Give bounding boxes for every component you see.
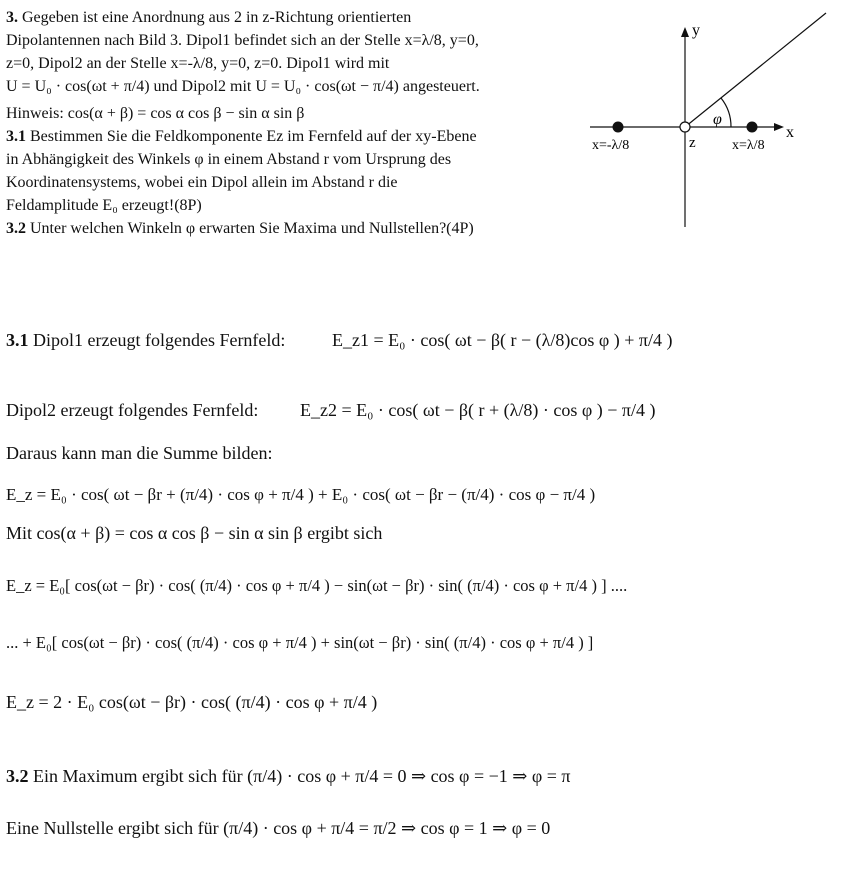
q31-line-3: Koordinatensystems, wobei ein Dipol allein im Abstand r die: [6, 174, 398, 191]
dipole-figure: [580, 5, 840, 230]
y-axis-arrow-icon: [681, 27, 689, 37]
angle-arc: [721, 98, 731, 127]
problem-line-1: 3. Gegeben ist eine Anordnung aus 2 in z-Richtung orientierten: [6, 9, 412, 26]
nullstelle-row: Eine Nullstelle ergibt sich für (π/4) · cos φ + π/4 = π/2 ⇒ cos φ = 1 ⇒ φ = 0: [6, 818, 551, 838]
q31-line-4: Feldamplitude E₀ erzeugt!(8P): [6, 197, 202, 214]
q31-line-2: in Abhängigkeit des Winkels φ in einem Abstand r vom Ursprung des: [6, 151, 452, 168]
solution-dipol1-row: 3.1 Dipol1 erzeugt folgendes Fernfeld:: [6, 330, 286, 350]
dipole-1-label: x=λ/8: [732, 138, 765, 153]
dipole-1-dot: [747, 122, 758, 133]
angle-label: φ: [713, 111, 722, 128]
problem-line-4: U = U₀ · cos(ωt + π/4) und Dipol2 mit U = U₀ · cos(ωt − π/4) angesteuert.: [6, 78, 480, 95]
q31-line-1: 3.1 Bestimmen Sie die Feldkomponente Ez im Fernfeld auf der xy-Ebene: [6, 128, 477, 145]
ez-expansion-2: ... + E₀[ cos(ωt − βr) · cos( (π/4) · cos φ + π/4 ) + sin(ωt − βr) · sin( (π/4) · cos φ + π/4 ) ]: [6, 633, 594, 652]
sum-intro: Daraus kann man die Summe bilden:: [6, 443, 273, 463]
hint-line: Hinweis: cos(α + β) = cos α cos β − sin α sin β: [6, 105, 305, 122]
problem-line-2: Dipolantennen nach Bild 3. Dipol1 befindet sich an der Stelle x=λ/8, y=0,: [6, 32, 479, 49]
mit-intro: Mit cos(α + β) = cos α cos β − sin α sin β ergibt sich: [6, 523, 383, 543]
dipole-2-label: x=-λ/8: [592, 138, 630, 153]
ez1-equation: E_z1 = E₀ · cos( ωt − β( r − (λ/8)cos φ ) + π/4 ): [332, 330, 673, 350]
dipole-2-dot: [613, 122, 624, 133]
origin-circle: [680, 122, 690, 132]
maximum-row: 3.2 Ein Maximum ergibt sich für (π/4) · cos φ + π/4 = 0 ⇒ cos φ = −1 ⇒ φ = π: [6, 766, 571, 786]
ez2-equation: E_z2 = E₀ · cos( ωt − β( r + (λ/8) · cos φ ) − π/4 ): [300, 400, 656, 420]
x-axis-label: x: [786, 124, 794, 141]
x-axis-arrow-icon: [774, 123, 784, 131]
z-axis-label: z: [689, 135, 696, 151]
problem-line-3: z=0, Dipol2 an der Stelle x=-λ/8, y=0, z=0. Dipol1 wird mit: [6, 55, 390, 72]
ez-expansion-1: E_z = E₀[ cos(ωt − βr) · cos( (π/4) · cos φ + π/4 ) − sin(ωt − βr) · sin( (π/4) · cos φ + π/4 ) ] ....: [6, 576, 628, 595]
solution-dipol2-intro: Dipol2 erzeugt folgendes Fernfeld:: [6, 400, 259, 420]
q32-line: 3.2 Unter welchen Winkeln φ erwarten Sie Maxima und Nullstellen?(4P): [6, 220, 474, 237]
ez-sum-equation: E_z = E₀ · cos( ωt − βr + (π/4) · cos φ + π/4 ) + E₀ · cos( ωt − βr − (π/4) · cos φ − π/4 ): [6, 485, 596, 504]
ez-final-equation: E_z = 2 · E₀ cos(ωt − βr) · cos( (π/4) · cos φ + π/4 ): [6, 692, 378, 712]
y-axis-label: y: [692, 22, 700, 39]
angle-ray: [685, 13, 826, 127]
